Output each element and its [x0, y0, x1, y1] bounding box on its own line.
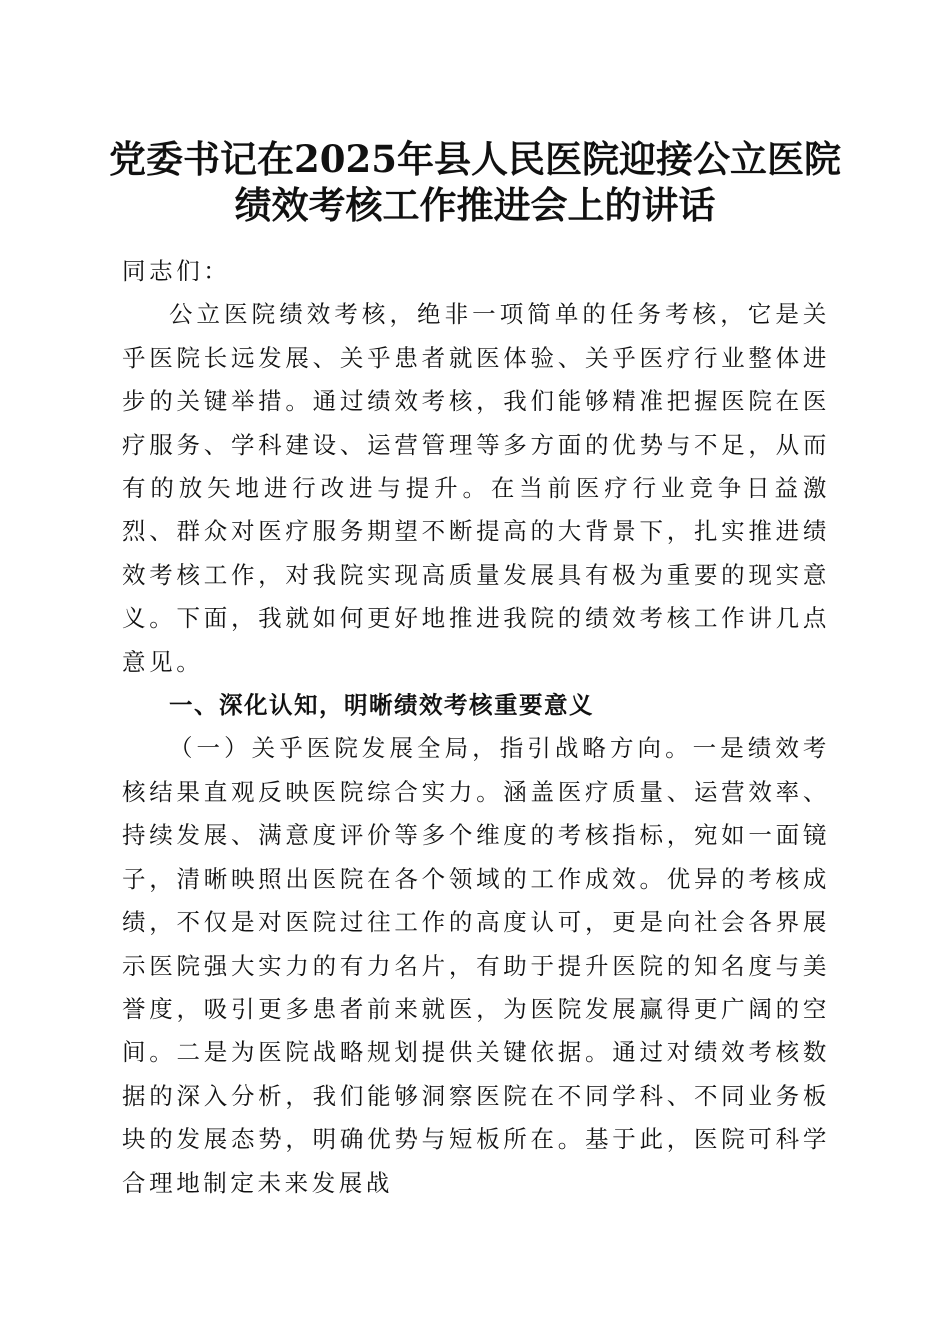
section-heading-1: 一、深化认知，明晰绩效考核重要意义 [169, 691, 594, 720]
paragraph-intro: 公立医院绩效考核，绝非一项简单的任务考核，它是关乎医院长远发展、关乎患者就医体验、关乎医疗行业整体进步的关键举措。通过绩效考核，我们能够精准把握医院在医疗服务、学科建设、运营管理等多方面的优势与不足，从而有的放矢地进行改进与提升。在当前医疗行业竞争日益激烈、群众对医疗服务期望不断提高的大背景下，扎实推进绩效考核工作，对我院实现高质量发展具有极为重要的现实意义。下面，我就如何更好地推进我院的绩效考核工作讲几点意见。 [122, 300, 830, 676]
document-title-line-1: 党委书记在2025年县人民医院迎接公立医院 [109, 137, 841, 181]
paragraph-section-1-1: （一）关乎医院发展全局，指引战略方向。一是绩效考核结果直观反映医院综合实力。涵盖医疗质量、运营效率、持续发展、满意度评价等多个维度的考核指标，宛如一面镜子，清晰映照出医院在各个领域的工作成效。优异的考核成绩，不仅是对医院过往工作的高度认可，更是向社会各界展示医院强大实力的有力名片，有助于提升医院的知名度与美誉度，吸引更多患者前来就医，为医院发展赢得更广阔的空间。二是为医院战略规划提供关键依据。通过对绩效考核数据的深入分析，我们能够洞察医院在不同学科、不同业务板块的发展态势，明确优势与短板所在。基于此，医院可科学合理地制定未来发展战 [122, 734, 830, 1197]
document-body [122, 250, 830, 1205]
salutation: 同志们： [122, 257, 231, 285]
document-title-line-2: 绩效考核工作推进会上的讲话 [234, 183, 716, 227]
